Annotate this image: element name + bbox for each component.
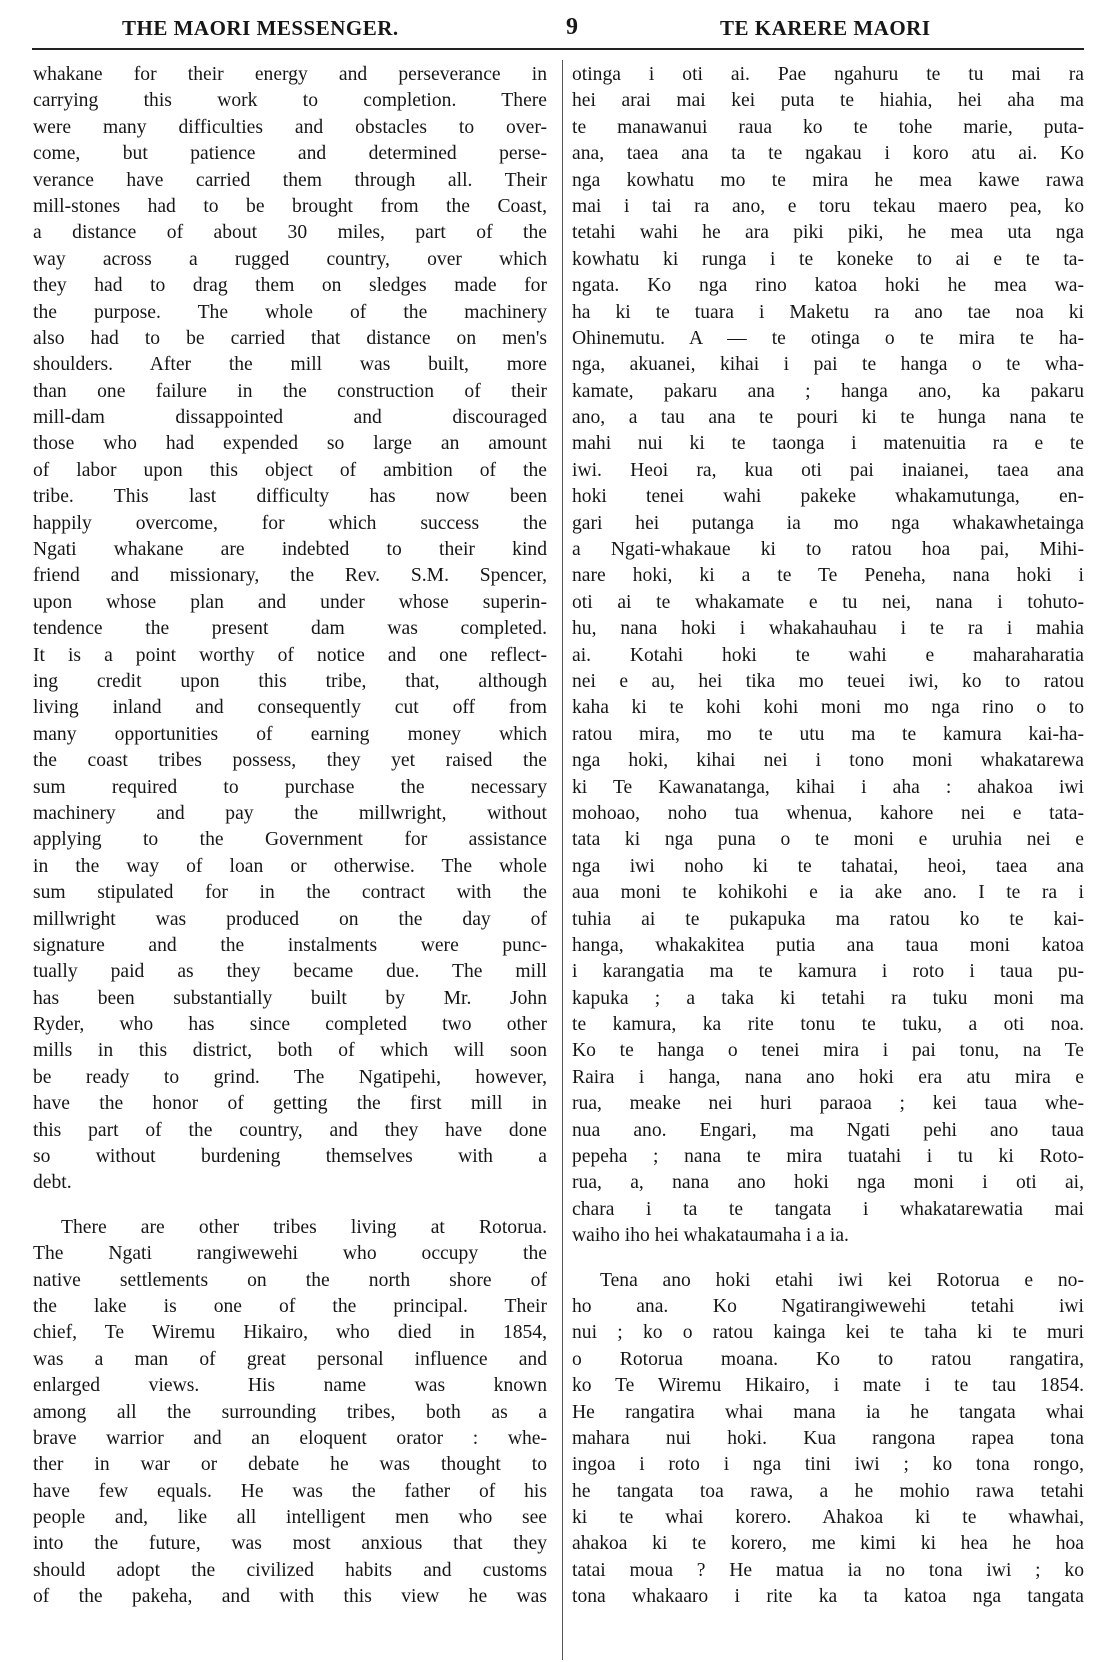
text-line: also had to be carried that distance on men's [33,327,547,349]
text-line: kaha ki te kohi kohi moni mo nga rino o to [572,697,1084,719]
text-line: shoulders. After the mill was built, more [33,354,547,376]
text-line: ki Te Kawanatanga, kihai i aha : ahakoa iwi [572,776,1084,798]
text-line: kapuka ; a taka ki tetahi ra tuku moni ma [572,987,1084,1009]
text-line: tendence the present dam was completed. [33,618,547,640]
text-line: he tangata toa rawa, a he mohio rawa tetahi [572,1480,1084,1502]
text-line: Ngati whakane are indebted to their kind [33,539,547,561]
text-line: oti ai te whakamate e tu nei, nana i tohuto- [572,591,1084,613]
text-line: many opportunities of earning money which [33,723,547,745]
text-line: come, but patience and determined perse- [33,143,547,165]
text-line: mill-stones had to be brought from the Coast, [33,195,547,217]
text-line: a distance of about 30 miles, part of the [33,222,547,244]
text-line: those who had expended so large an amount [33,433,547,455]
text-line: nare hoki, ki a te Te Peneha, nana hoki i [572,565,1084,587]
text-line: debt. [33,1172,72,1194]
text-line: ngata. Ko nga rino katoa hoki he mea wa- [572,275,1084,297]
text-line: brave warrior and an eloquent orator : whe- [33,1427,547,1449]
text-line: nga kowhatu mo te mira he mea kawe rawa [572,169,1084,191]
text-line: native settlements on the north shore of [33,1269,547,1291]
text-line: iwi. Heoi ra, kua oti pai inaianei, taea ana [572,459,1084,481]
text-line: the purpose. The whole of the machinery [33,301,547,323]
text-line: applying to the Government for assistance [33,829,547,851]
text-line: millwright was produced on the day of [33,908,547,930]
text-line: Ryder, who has since completed two other [33,1014,547,1036]
text-line: way across a rugged country, over which [33,248,547,270]
text-line: upon whose plan and under whose superin- [33,591,547,613]
maori-paragraph-1 [572,62,1084,1250]
text-line: There are other tribes living at Rotorua. [61,1216,547,1238]
text-line: te kamura, ka rite tonu te tuku, a oti noa. [572,1014,1084,1036]
text-line: in the way of loan or otherwise. The whole [33,855,547,877]
text-line: waiho iho hei whakataumaha i a ia. [572,1225,849,1247]
text-line: a Ngati-whakaue ki to ratou hoa pai, Mihi- [572,539,1084,561]
text-line: nui ; ko o ratou kainga kei te taha ki te muri [572,1322,1084,1344]
text-line: ratou mira, mo te utu ma te kamura kai-ha- [572,723,1084,745]
page-header [30,10,1084,46]
text-line: nua ano. Engari, ma Ngati pehi ano taua [572,1119,1084,1141]
text-line: verance have carried them through all. Their [33,169,547,191]
text-line: mai i tai ra ano, e toru tekau maero pea, ko [572,195,1084,217]
text-line: tually paid as they became due. The mill [33,961,547,983]
text-line: The Ngati rangiwewehi who occupy the [33,1243,547,1265]
text-line: of labor upon this object of ambition of the [33,459,547,481]
text-line: ano, a tau ana te pouri ki te hunga nana te [572,407,1084,429]
header-rule [32,48,1084,50]
paragraph-gap [33,1197,547,1215]
text-line: the lake is one of the principal. Their [33,1295,547,1317]
text-line: so without burdening themselves with a [33,1146,547,1168]
text-line: ana, taea ana ta te ngakau i koro atu ai. Ko [572,143,1084,165]
text-line: the coast tribes possess, they yet raised the [33,750,547,772]
text-line: sum required to purchase the necessary [33,776,547,798]
text-line: sum stipulated for in the contract with the [33,882,547,904]
text-line: be ready to grind. The Ngatipehi, however, [33,1066,547,1088]
text-line: living inland and consequently cut off from [33,697,547,719]
text-line: whakane for their energy and perseverance in [33,64,547,85]
text-line: rua, a, nana ano hoki nga moni i oti ai, [572,1172,1084,1194]
text-line: otinga i oti ai. Pae ngahuru te tu mai ra [572,64,1084,85]
text-line: ther in war or debate he was thought to [33,1454,547,1476]
text-line: pepeha ; nana te mira tuatahi i tu ki Roto- [572,1146,1084,1168]
text-line: mahi nui ki te taonga i matenuitia ra e te [572,433,1084,455]
text-line: i karangatia ma te kamura i roto i taua pu- [572,961,1084,983]
text-line: ho ana. Ko Ngatirangiwewehi tetahi iwi [572,1295,1084,1317]
maori-paragraph-2 [572,1268,1084,1611]
text-line: Raira i hanga, nana ano hoki era atu mira e [572,1066,1084,1088]
text-line: gari hei putanga ia mo nga whakawhetainga [572,512,1084,534]
text-line: Ohinemutu. A — te otinga o te mira te ha- [572,327,1084,349]
text-line: into the future, was most anxious that they [33,1533,547,1555]
text-line: ingoa i roto i nga tini iwi ; ko tona rongo, [572,1454,1084,1476]
text-line: nei e au, hei tika mo teuei iwi, ko to ratou [572,670,1084,692]
text-line: tuhia ai te pukapuka ma ratou ko te kai- [572,908,1084,930]
text-line: chief, Te Wiremu Hikairo, who died in 1854, [33,1322,547,1344]
english-column [33,62,547,1611]
text-line: tona whakaaro i rite ka ta katoa nga tangata [572,1586,1084,1608]
text-line: machinery and pay the millwright, without [33,802,547,824]
text-line: hu, nana hoki i whakahauhau i te ra i mahia [572,618,1084,640]
text-line: Ko te hanga o tenei mira i pai tonu, na Te [572,1040,1084,1062]
text-line: He rangatira whai mana ia he tangata whai [572,1401,1084,1423]
page-number: 9 [566,14,579,40]
text-line: has been substantially built by Mr. John [33,987,547,1009]
text-line: ko Te Wiremu Hikairo, i mate i te tau 1854. [572,1375,1084,1397]
text-line: mill-dam dissappointed and discouraged [33,407,547,429]
text-line: tatai moua ? He matua ia no tona iwi ; ko [572,1559,1084,1581]
text-line: ha ki te tuara i Maketu ra ano tae noa ki [572,301,1084,323]
text-line: happily overcome, for which success the [33,512,547,534]
text-line: nga iwi noho ki te tahatai, heoi, taea ana [572,855,1084,877]
text-line: among all the surrounding tribes, both as a [33,1401,547,1423]
english-paragraph-2 [33,1215,547,1611]
text-line: carrying this work to completion. There [33,90,547,112]
text-line: of the pakeha, and with this view he was [33,1586,547,1608]
text-line: should adopt the civilized habits and customs [33,1559,547,1581]
text-line: have few equals. He was the father of his [33,1480,547,1502]
text-line: than one failure in the construction of their [33,380,547,402]
text-line: Tena ano hoki etahi iwi kei Rotorua e no- [600,1269,1084,1291]
text-line: chara i ta te tangata i whakatarewatia mai [572,1198,1084,1220]
text-line: kamate, pakaru ana ; hanga ano, ka pakaru [572,380,1084,402]
text-line: o Rotorua moana. Ko to ratou rangatira, [572,1348,1084,1370]
text-line: this part of the country, and they have done [33,1119,547,1141]
text-line: nga, akuanei, kihai i pai te hanga o te wha- [572,354,1084,376]
text-line: was a man of great personal influence and [33,1348,547,1370]
text-line: enlarged views. His name was known [33,1375,547,1397]
text-line: tata ki nga puna o te moni e uruhia nei e [572,829,1084,851]
text-line: te manawanui raua ko te tohe marie, puta- [572,116,1084,138]
text-line: mills in this district, both of which will soon [33,1040,547,1062]
maori-masthead-title: TE KARERE MAORI [720,16,931,40]
text-line: aua moni te kohikohi e ia ake ano. I te ra i [572,882,1084,904]
text-line: kowhatu ki runga i te koneke to ai e te ta- [572,248,1084,270]
text-line: friend and missionary, the Rev. S.M. Spencer, [33,565,547,587]
text-line: hei arai mai kei puta te hiahia, hei aha ma [572,90,1084,112]
text-line: tribe. This last difficulty has now been [33,486,547,508]
text-line: nga hoki, kihai nei i tono moni whakatarewa [572,750,1084,772]
paragraph-gap [572,1250,1084,1268]
text-line: signature and the instalments were punc- [33,934,547,956]
text-line: mohoao, noho tua whenua, kahore nei e tata- [572,802,1084,824]
text-line: were many difficulties and obstacles to over- [33,116,547,138]
text-line: ing credit upon this tribe, that, although [33,670,547,692]
column-divider [562,60,563,1660]
text-line: mahara nui hoki. Kua rangona rapea tona [572,1427,1084,1449]
text-line: hanga, whakakitea putia ana taua moni katoa [572,934,1084,956]
text-line: ki te whai korero. Ahakoa ki te whawhai, [572,1507,1084,1529]
text-line: tetahi wahi he ara piki piki, he mea uta nga [572,222,1084,244]
text-line: ai. Kotahi hoki te wahi e maharaharatia [572,644,1084,666]
text-line: people and, like all intelligent men who see [33,1507,547,1529]
maori-column [572,62,1084,1611]
english-paragraph-1 [33,62,547,1197]
text-line: hoki tenei wahi pakeke whakamutunga, en- [572,486,1084,508]
text-line: rua, meake nei huri paraoa ; kei taua whe- [572,1093,1084,1115]
text-line: ahakoa ki te korero, me kimi ki hea he hoa [572,1533,1084,1555]
text-line: they had to drag them on sledges made for [33,275,547,297]
text-line: It is a point worthy of notice and one reflect- [33,644,547,666]
english-masthead-title: THE MAORI MESSENGER. [122,16,399,40]
text-line: have the honor of getting the first mill in [33,1093,547,1115]
